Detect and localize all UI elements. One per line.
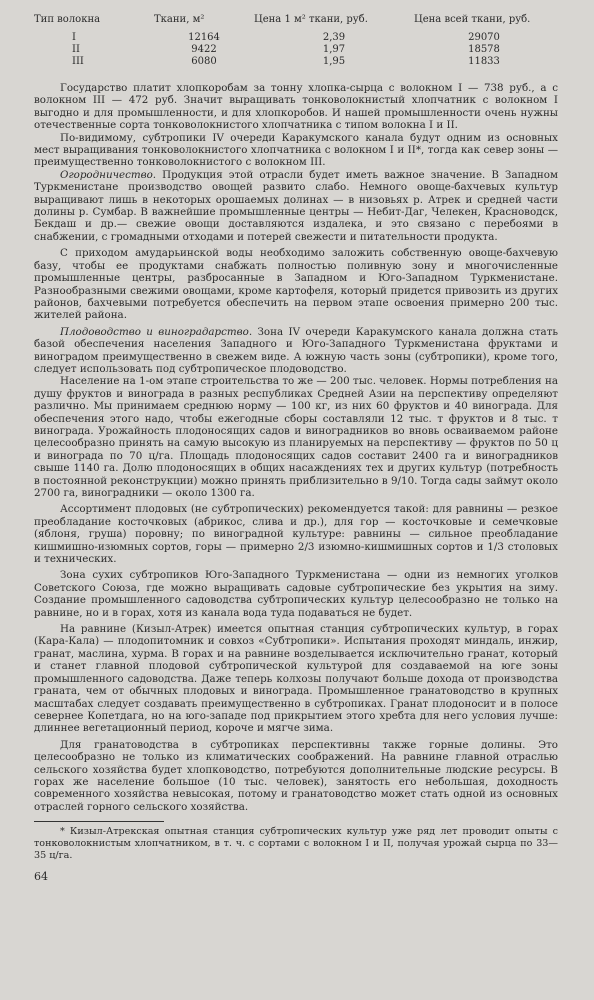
table-cell: I bbox=[72, 32, 76, 43]
paragraph-text: Зона IV очереди Каракумского канала должна стать базой обеспечения населения Западного и Юго-Западного Туркменистана фруктами и виноградом преимущественно в свежем виде. А южную часть зоны (субтропики), кроме того, следует использовать под субтропическое плодоводство. bbox=[34, 325, 558, 375]
paragraph-text: По-видимому, субтропики IV очереди Каракумского канала будут одним из основных мест выращивания тонковолокнистого хлопчатника с волокном I и II*, тогда как север зоны — преимущественно тонковолокнистого с волокном III. bbox=[34, 131, 558, 169]
table-row bbox=[34, 44, 554, 56]
paragraph-text: Государство платит хлопкоробам за тонну хлопка-сырца с волокном I — 738 руб., а с волокном III — 472 руб. Значит выращивать тонковолокнистый хлопчатник с волокном I выгодно и для промышленности, и для хлопкоробов. И нашей промышленности очень нужны отечественные сорта тонковолокнистого хлопчатника с типом волокна I и II. bbox=[34, 82, 558, 132]
table-cell: II bbox=[72, 44, 80, 55]
paragraph bbox=[34, 569, 558, 619]
footnote-divider bbox=[34, 821, 164, 822]
paragraph-text: Население на 1-ом этапе строительства то же — 200 тыс. человек. Нормы потребления на душу фруктов и винограда в разных республиках Средней Азии на перспективу определяют различно. Мы принимаем среднюю норму — 100 кг, из них 60 фруктов и 40 винограда. Для обеспечения этого надо, чтобы ежегодные сборы составляли 12 тыс. т фруктов и 8 тыс. т винограда. Урожайность плодоносящих садов и виноградников во вновь осваиваемом районе целесообразно принять на самую высокую из планируемых на перспективу — фруктов по 50 ц и винограда по 70 ц/га. Площадь плодоносящих садов составит 2400 га и виноградников свыше 1140 га. Долю плодоносящих в общих насаждениях тех и других культур (потребность в постоянной реконструкции) можно принять приблизительно в 9/10. Тогда сады займут около 2700 га, виноградники — около 1300 га. bbox=[34, 375, 558, 499]
table-header: Цена всей ткани, руб. bbox=[414, 14, 531, 25]
paragraph bbox=[34, 169, 558, 243]
paragraph bbox=[34, 739, 558, 813]
table-cell: 1,95 bbox=[322, 56, 346, 67]
paragraph bbox=[34, 247, 558, 321]
table-cell: 11833 bbox=[468, 56, 500, 67]
table-cell: 12164 bbox=[188, 32, 220, 43]
paragraph bbox=[34, 326, 558, 376]
table-cell: 18578 bbox=[468, 44, 500, 55]
table-cell: 9422 bbox=[191, 44, 217, 55]
table-header: Тип волокна bbox=[34, 14, 101, 25]
table-cell: 29070 bbox=[468, 32, 500, 43]
paragraph bbox=[34, 623, 558, 735]
footnote: * Кизыл-Атрекская опытная станция субтропических культур уже ряд лет проводит опыты с тонковолокнистым хлопчатником, в т. ч. с сортами с волокном I и II, получая урожай сырца по 33—35 ц/га. bbox=[34, 826, 558, 862]
paragraph-text: С приходом амударьинской воды необходимо заложить собственную овоще-бахчевую базу, чтобы ее продуктами снабжать полностью поливную зону и многочисленные промышленные центры, разбросанные в Западном и Юго-Западном Туркменистане. Разнообразными свежими овощами, кроме картофеля, который придется привозить из других районов, бахчевыми потребуется обеспечить на первом этапе освоения примерно 200 тыс. жителей района. bbox=[34, 247, 558, 322]
paragraph-text: Зона сухих субтропиков Юго-Западного Туркменистана — одни из немногих уголков Советского Союза, где можно выращивать садовые субтропические без укрытия на зиму. Создание промышленного садоводства субтропических культур целесообразно не только на равнине, но и в горах, хотя из канала вода туда подаваться не будет. bbox=[34, 569, 558, 619]
fabric-price-table bbox=[34, 14, 554, 68]
paragraph bbox=[34, 375, 558, 499]
section-heading-fruit: Плодоводство и виноградарство. bbox=[60, 325, 253, 338]
table-cell: 1,97 bbox=[322, 44, 346, 55]
paragraph-text: Продукция этой отрасли будет иметь важное значение. В Западном Туркменистане производство овощей развито слабо. Немного овоще-бахчевых культур выращивают лишь в некоторых орошаемых долинах — в низовьях р. Атрек и средней части долины р. Сумбар. В важнейшие промышленные центры — Небит-Даг, Челекен, Красноводск, Бекдаш и др.— свежие овощи доставляются издалека, и это связано с перебоями в снабжении, с громадными отходами и потерей свежести и питательности продукта. bbox=[34, 168, 558, 243]
table-row bbox=[34, 32, 554, 44]
paragraph bbox=[34, 82, 558, 132]
paragraph bbox=[34, 132, 558, 169]
paragraph-text: Ассортимент плодовых (не субтропических) рекомендуется такой: для равнины — резкое преобладание косточковых (абрикос, слива и др.), для гор — косточковые и семечковые (яблоня, груша) поровну; по виноградной культуре: равнины — сильное преобладание кишмишно-изюмных сортов, горы — примерно 2/3 изюмно-кишмишных сортов и 1/3 столовых и технических. bbox=[34, 503, 558, 566]
table-cell: 6080 bbox=[191, 56, 217, 67]
paragraph-text: На равнине (Кизыл-Атрек) имеется опытная станция субтропических культур, в горах (Кара-Кала) — плодопитомник и совхоз «Субтропики». Испытания проходят миндаль, инжир, гранат, маслина, хурма. В горах и на равнине возделывается исключительно гранат, который и станет главной плодовой субтропической культурой для создаваемой на юге зоны промышленного садоводства. Даже теперь колхозы получают больше дохода от производства граната, чем от обычных плодовых и винограда. Промышленное гранатоводство в крупных масштабах следует создавать преимущественно в субтропиках. Гранат плодоносит и в полосе севернее Копетдага, но на юго-западе под прикрытием этого хребта для него условия лучше: длиннее вегетационный период, короче и мягче зима. bbox=[34, 623, 558, 735]
paragraph-text: Для гранатоводства в субтропиках перспективны также горные долины. Это целесообразно не только из климатических соображений. На равнине главной отраслью сельского хозяйства будет хлопководство, потребуются дополнительные людские ресурсы. В горах же население большое (10 тыс. человек), занятость его небольшая, доходность современного хозяйства невысокая, потому и гранатоводство может стать одной из основных отраслей горного сельского хозяйства. bbox=[34, 738, 558, 813]
table-cell: 2,39 bbox=[322, 32, 346, 43]
table-header: Ткани, м² bbox=[154, 14, 205, 25]
table-cell: III bbox=[72, 56, 84, 67]
table-row bbox=[34, 56, 554, 68]
section-heading-vegetables: Огородничество. bbox=[60, 168, 157, 181]
paragraph bbox=[34, 503, 558, 565]
table-header-row bbox=[34, 14, 554, 32]
table-header: Цена 1 м² ткани, руб. bbox=[254, 14, 368, 25]
page-number: 64 bbox=[34, 870, 48, 884]
